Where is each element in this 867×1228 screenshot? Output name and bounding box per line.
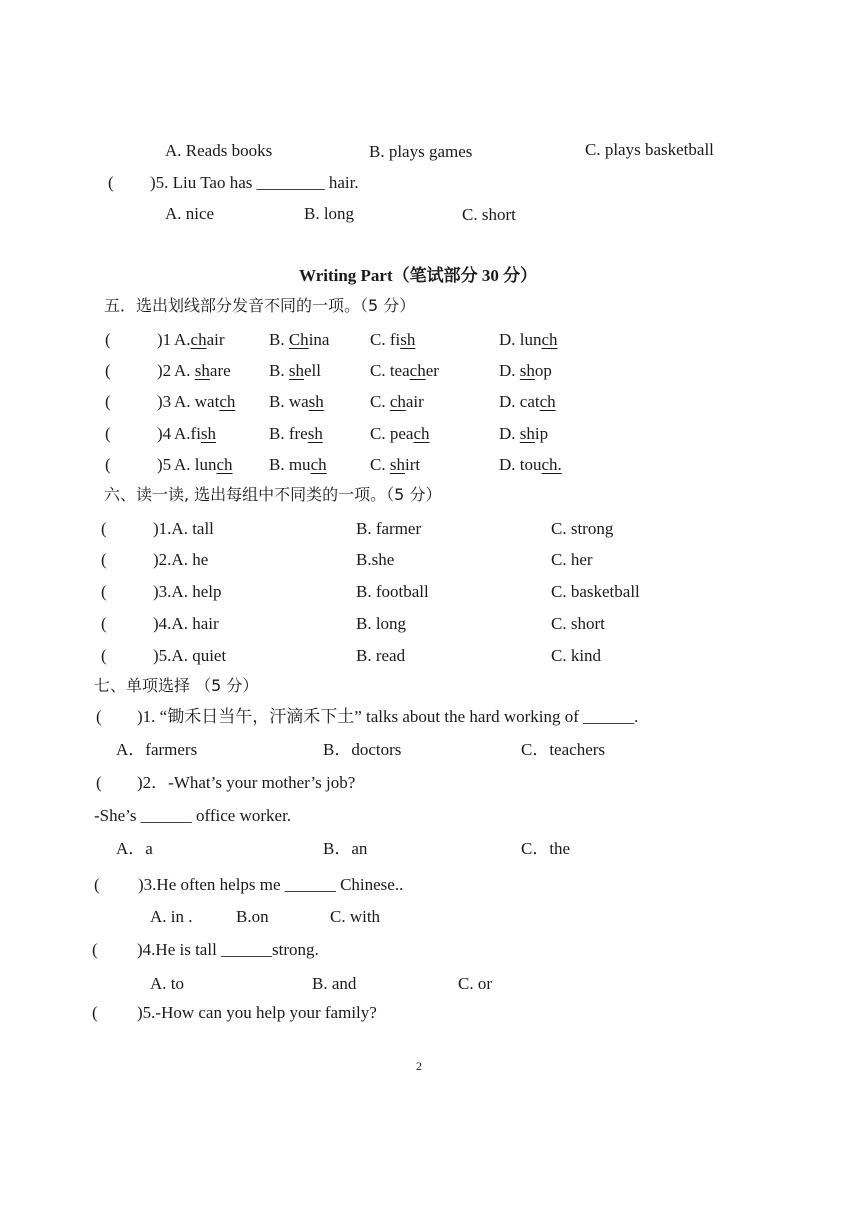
option-text: are	[209, 361, 231, 380]
option-text: B. fre	[269, 424, 308, 443]
option-b	[269, 456, 327, 473]
option-a	[174, 393, 235, 410]
option-b	[269, 331, 329, 348]
option-b: B. long	[356, 614, 407, 633]
section-7-heading: 七、单项选择 （5 分）	[94, 676, 259, 695]
question-number: )3	[157, 392, 172, 411]
underlined-letters: ch	[310, 455, 327, 474]
question-number: )4	[157, 424, 172, 443]
option-text: B. mu	[269, 455, 311, 474]
answer-paren: (	[101, 582, 107, 601]
option-text: A.	[174, 361, 195, 380]
option-text: air	[405, 392, 424, 411]
answer-paren: (	[105, 424, 111, 443]
option-b: B．an	[323, 839, 368, 858]
question-number: )2	[157, 361, 172, 380]
question-stem: )3.He often helps me ______ Chinese..	[138, 875, 404, 894]
writing-part-title: Writing Part（笔试部分 30 分）	[299, 266, 538, 285]
option-b: B．doctors	[323, 740, 402, 759]
option-text: ina	[308, 330, 330, 349]
option-text: A.fi	[174, 424, 201, 443]
option-c: C. her	[551, 550, 593, 569]
option-c: C. with	[330, 907, 381, 926]
option-a	[174, 456, 233, 473]
option-text: D. tou	[499, 455, 542, 474]
underlined-letters: sh	[389, 455, 405, 474]
question-option-a: )4.A. hair	[153, 614, 219, 633]
answer-paren: (	[101, 646, 107, 665]
question-option-a: )5.A. quiet	[153, 646, 227, 665]
option-text: irt	[404, 455, 421, 474]
option-text: ip	[534, 424, 549, 443]
option-b	[269, 393, 324, 410]
option-b	[269, 425, 323, 442]
option-a: A．a	[116, 839, 153, 858]
page-number: 2	[416, 1059, 422, 1073]
option-d	[499, 425, 548, 442]
question-number: )1	[157, 330, 172, 349]
answer-paren: (	[101, 550, 107, 569]
answer-paren: (	[92, 1003, 98, 1022]
option-c: C. short	[462, 205, 516, 224]
question-stem: )1. “锄禾日当午，汗滴禾下土” talks about the hard working of ______.	[137, 707, 639, 726]
option-text: D. cat	[499, 392, 540, 411]
option-text: B.	[269, 361, 289, 380]
option-c: C. short	[551, 614, 605, 633]
question-stem: )5.-How can you help your family?	[137, 1003, 377, 1022]
option-a: A. nice	[165, 204, 215, 223]
underlined-letters: ch	[216, 455, 233, 474]
answer-paren: (	[96, 773, 102, 792]
option-b: B. long	[304, 204, 355, 223]
underlined-letters: sh	[288, 361, 304, 380]
option-c	[370, 456, 420, 473]
option-c	[370, 393, 424, 410]
option-d	[499, 362, 552, 379]
option-c: C. basketball	[551, 582, 640, 601]
option-a: A. to	[150, 974, 184, 993]
underlined-letters: ch.	[541, 455, 562, 474]
option-b: B. and	[312, 974, 357, 993]
option-a	[174, 362, 231, 379]
option-b: B.she	[356, 550, 395, 569]
question-stem: )5. Liu Tao has ________ hair.	[150, 173, 359, 192]
question-option-a: )1.A. tall	[153, 519, 214, 538]
option-text: C. tea	[370, 361, 410, 380]
option-text: D. lun	[499, 330, 542, 349]
underlined-letters: Ch	[288, 330, 309, 349]
underlined-letters: ch	[219, 392, 236, 411]
option-c	[370, 425, 429, 442]
option-text: A. lun	[174, 455, 217, 474]
answer-paren: (	[108, 173, 114, 192]
question-stem: )2．-What’s your mother’s job?	[137, 773, 356, 792]
option-text: ell	[303, 361, 321, 380]
option-d	[499, 393, 556, 410]
option-text: B. wa	[269, 392, 309, 411]
underlined-letters: sh	[307, 424, 323, 443]
question-stem: )4.He is tall ______strong.	[137, 940, 319, 959]
option-text: B.	[269, 330, 289, 349]
option-b: B. read	[356, 646, 406, 665]
option-c: C．the	[521, 839, 571, 858]
option-text: C.	[370, 392, 390, 411]
option-text: A. wat	[174, 392, 220, 411]
underlined-letters: ch	[389, 392, 406, 411]
prev-option-c: C. plays basketball	[585, 140, 714, 159]
option-c	[370, 362, 439, 379]
option-a: A．farmers	[116, 740, 198, 759]
option-text: er	[425, 361, 439, 380]
option-c: C．teachers	[521, 740, 606, 759]
underlined-letters: ch	[409, 361, 426, 380]
underlined-letters: sh	[308, 392, 324, 411]
answer-paren: (	[96, 707, 102, 726]
option-a	[174, 425, 216, 442]
question-option-a: )3.A. help	[153, 582, 222, 601]
underlined-letters: ch	[541, 330, 558, 349]
underlined-letters: ch	[190, 330, 207, 349]
question-number: )5	[157, 455, 172, 474]
underlined-letters: sh	[519, 361, 535, 380]
option-d	[499, 456, 562, 473]
option-b: B. football	[356, 582, 429, 601]
section-5-heading: 五．选出划线部分发音不同的一项。（5 分）	[104, 296, 416, 315]
answer-paren: (	[94, 875, 100, 894]
underlined-letters: sh	[200, 424, 217, 443]
answer-paren: (	[105, 392, 111, 411]
answer-paren: (	[105, 455, 111, 474]
option-c: C. or	[458, 974, 492, 993]
option-text: C. pea	[370, 424, 414, 443]
option-text: C. fi	[370, 330, 401, 349]
answer-paren: (	[105, 330, 111, 349]
option-text: D.	[499, 424, 520, 443]
question-stem-line-2: -She’s ______ office worker.	[94, 806, 292, 825]
option-text: D.	[499, 361, 520, 380]
underlined-letters: sh	[194, 361, 210, 380]
option-c: C. strong	[551, 519, 614, 538]
answer-paren: (	[101, 614, 107, 633]
prev-option-b: B. plays games	[369, 142, 473, 161]
option-b	[269, 362, 321, 379]
question-option-a: )2.A. he	[153, 550, 209, 569]
underlined-letters: sh	[519, 424, 535, 443]
underlined-letters: ch	[413, 424, 430, 443]
underlined-letters: sh	[400, 330, 416, 349]
underlined-letters: ch	[539, 392, 556, 411]
option-b: B.on	[236, 907, 269, 926]
option-c	[370, 331, 415, 348]
option-text: op	[534, 361, 552, 380]
answer-paren: (	[92, 940, 98, 959]
answer-paren: (	[101, 519, 107, 538]
option-b: B. farmer	[356, 519, 422, 538]
option-text: air	[206, 330, 225, 349]
option-text: C.	[370, 455, 390, 474]
answer-paren: (	[105, 361, 111, 380]
option-a: A. in .	[150, 907, 193, 926]
option-c: C. kind	[551, 646, 602, 665]
option-d	[499, 331, 558, 348]
section-6-heading: 六、读一读, 选出每组中不同类的一项。（5 分）	[104, 485, 442, 504]
option-text: A.	[174, 330, 191, 349]
option-a	[174, 331, 225, 348]
prev-option-a: A. Reads books	[165, 141, 273, 160]
